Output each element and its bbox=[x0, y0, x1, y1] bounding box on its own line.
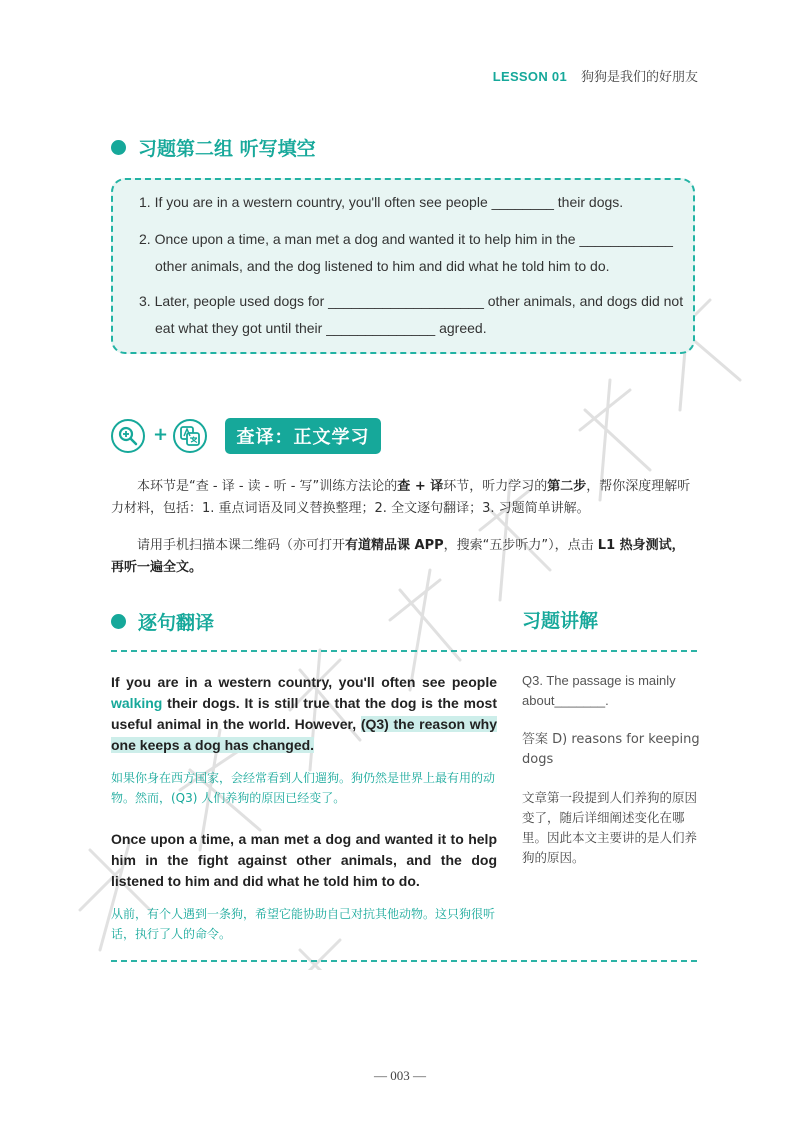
sentence-text: If you are in a western country, you'll often see people bbox=[111, 674, 497, 690]
intro-emphasis: 第二步 bbox=[547, 479, 587, 494]
explanation-question: Q3. The passage is mainly about_______. bbox=[522, 673, 676, 708]
divider-top bbox=[111, 650, 697, 652]
explanation-note: 文章第一段提到人们养狗的原因变了，随后详细阐述变化在哪里。因此本文主要讲的是人们养狗的原因。 bbox=[522, 790, 698, 865]
section-heading-explanation bbox=[522, 606, 598, 633]
intro-text: ，帮你深度理解听力材料，包括：1. 重点词语及同义替换整理；2. 全文逐句翻译；3. 习题简单讲解。 bbox=[111, 479, 691, 516]
q3-highlight: (Q3) the reason why one keeps a dog has changed. bbox=[111, 716, 497, 753]
exercise-box bbox=[111, 178, 695, 354]
question-3: 3. Later, people used dogs for ____________________ other animals, and dogs did not bbox=[139, 293, 684, 309]
section-heading-dictation bbox=[111, 134, 316, 161]
bullet-dot bbox=[111, 614, 126, 629]
section-heading-translation bbox=[111, 608, 214, 635]
intro-paragraph-2 bbox=[111, 535, 697, 579]
lesson-label: LESSON 01 bbox=[492, 69, 567, 84]
question-2: 2. Once upon a time, a man met a dog and wanted it to help him in the ____________ bbox=[139, 231, 673, 247]
question-1: 1. If you are in a western country, you'll often see people ________ their dogs. bbox=[139, 194, 624, 210]
plus-sign: + bbox=[153, 424, 169, 445]
intro-emphasis: 有道精品课 APP bbox=[345, 538, 444, 553]
side-section-title: 习题讲解 bbox=[522, 610, 599, 632]
divider-bottom bbox=[111, 960, 697, 962]
intro-emphasis: 查 + 译 bbox=[397, 479, 444, 494]
page-header bbox=[493, 66, 698, 85]
section-title: 逐句翻译 bbox=[138, 612, 215, 634]
intro-emphasis: L1 热身测试，再听一遍全文。 bbox=[111, 538, 685, 575]
translate-icon bbox=[173, 419, 207, 453]
intro-text: ，搜索“五步听力”），点击 bbox=[443, 538, 598, 553]
bullet-dot bbox=[111, 140, 126, 155]
sentence-text: their dogs. It is still true that the dog is the most useful animal in the world. However, bbox=[111, 695, 497, 732]
intro-text: 本环节是“查 - 译 - 读 - 听 - 写”训练方法论的 bbox=[137, 479, 398, 494]
intro-text: 请用手机扫描本课二维码（亦可打开 bbox=[137, 538, 346, 553]
page-number: — 003 — bbox=[374, 1068, 426, 1083]
translation-2: 从前，有个人遇到一条狗，希望它能协助自己对抗其他动物。这只狗很听话，执行了人的命令。 bbox=[111, 907, 496, 941]
section-title: 习题第二组 听写填空 bbox=[138, 138, 316, 160]
intro-text: 环节，听力学习的 bbox=[443, 479, 548, 494]
explanation-answer: 答案 D) reasons for keeping dogs bbox=[522, 732, 700, 767]
question-3-continued: eat what they got until their ______________ agreed. bbox=[155, 320, 487, 336]
translation-1: 如果你身在西方国家，会经常看到人们遛狗。狗仍然是世界上最有用的动物。然而，(Q3) 人们养狗的原因已经变了。 bbox=[111, 771, 496, 805]
lesson-banner: 查译：正文学习 bbox=[225, 418, 381, 454]
intro-paragraph-1 bbox=[111, 476, 697, 520]
keyword-highlight: walking bbox=[111, 695, 163, 711]
sentence-1 bbox=[111, 672, 497, 756]
magnify-icon bbox=[111, 419, 145, 453]
sentence-2: Once upon a time, a man met a dog and wanted it to help him in the fight against other animals, and the dog listened to him and did what he told him to do. bbox=[111, 831, 497, 889]
question-2-continued: other animals, and the dog listened to him and did what he told him to do. bbox=[155, 258, 610, 274]
lesson-title: 狗狗是我们的好朋友 bbox=[580, 70, 698, 85]
